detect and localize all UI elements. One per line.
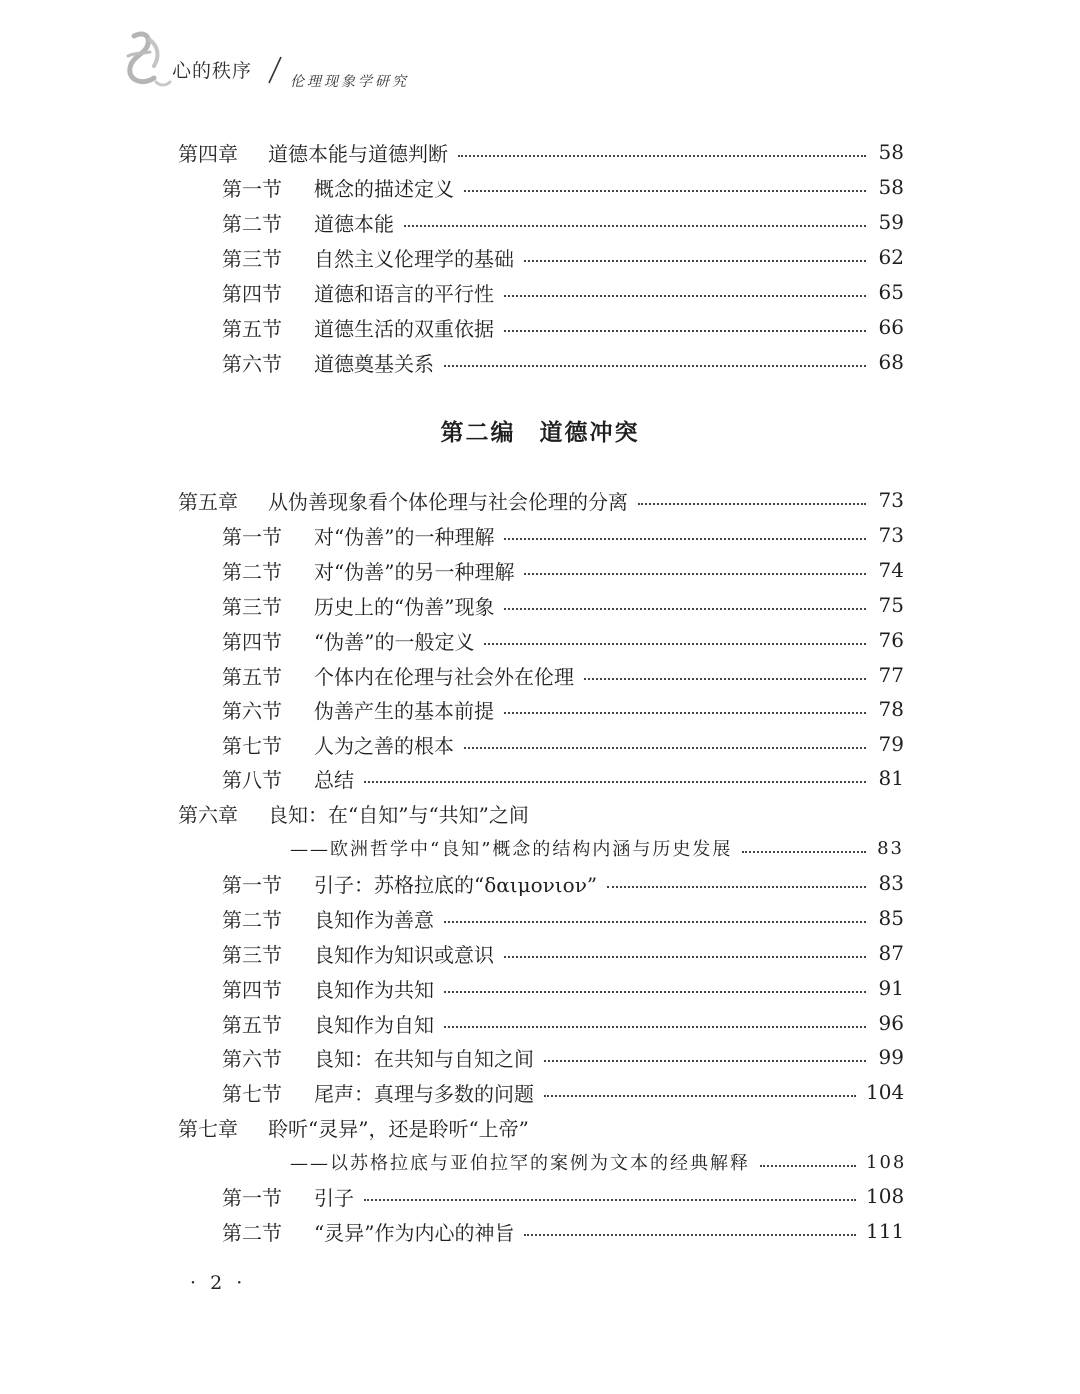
part-title: 道德冲突 (539, 419, 640, 446)
section-title: 历史上的“伪善”现象 (314, 594, 495, 619)
part-heading (0, 414, 1080, 448)
section-title: 概念的描述定义 (314, 176, 454, 201)
dot-leader (524, 573, 866, 575)
toc-section[interactable] (222, 1042, 904, 1072)
dot-leader (444, 921, 866, 923)
section-label: 第二节 (222, 1220, 282, 1245)
section-label: 第六节 (222, 698, 282, 723)
book-title: 心的秩序 (172, 60, 253, 82)
chapter-label: 第六章 (178, 802, 238, 827)
toc-section[interactable] (222, 1008, 904, 1038)
section-label: 第四节 (222, 281, 282, 306)
chapter-label: 第七章 (178, 1116, 238, 1141)
section-label: 第四节 (222, 977, 282, 1002)
part-label: 第二编 (440, 419, 516, 446)
section-title: 良知作为自知 (314, 1012, 434, 1037)
toc-section[interactable] (222, 242, 904, 272)
toc-section[interactable] (222, 520, 904, 550)
dot-leader (444, 991, 866, 993)
page-ref: 65 (878, 280, 904, 304)
toc-section[interactable] (222, 1216, 904, 1246)
page-ref: 68 (878, 350, 904, 374)
toc-chapter-4[interactable] (178, 137, 904, 167)
toc-chapter-5[interactable] (178, 485, 904, 515)
section-label: 第四节 (222, 629, 282, 654)
toc-section[interactable] (222, 938, 904, 968)
chapter-title: 道德本能与道德判断 (268, 141, 448, 166)
section-title: 道德奠基关系 (314, 351, 434, 376)
dot-leader (544, 1060, 866, 1062)
section-title: “灵异”作为内心的神旨 (314, 1220, 515, 1245)
page-ref: 62 (878, 245, 904, 269)
section-title: 个体内在伦理与社会外在伦理 (314, 664, 574, 689)
dot-leader (364, 781, 866, 783)
section-title: 良知作为共知 (314, 977, 434, 1002)
toc-chapter-7[interactable] (178, 1112, 904, 1142)
dot-leader (444, 1026, 866, 1028)
section-label: 第二节 (222, 211, 282, 236)
page-ref: 73 (878, 488, 904, 512)
section-label: 第五节 (222, 664, 282, 689)
section-title: 对“伪善”的另一种理解 (314, 559, 515, 584)
toc-section[interactable] (222, 312, 904, 342)
page-ref: 76 (878, 628, 904, 652)
dot-leader (504, 295, 866, 297)
toc-section[interactable] (222, 1077, 904, 1107)
section-label: 第三节 (222, 594, 282, 619)
toc-section[interactable] (222, 729, 904, 759)
toc-section[interactable] (222, 868, 904, 898)
chapter-label: 第五章 (178, 489, 238, 514)
section-title: “伪善”的一般定义 (314, 629, 475, 654)
section-label: 第一节 (222, 872, 282, 897)
dot-leader (404, 225, 866, 227)
page-ref: 96 (878, 1011, 904, 1035)
section-label: 第七节 (222, 733, 282, 758)
toc-section[interactable] (222, 172, 904, 202)
toc-chapter-subtitle[interactable] (290, 833, 904, 863)
section-label: 第五节 (222, 316, 282, 341)
toc-chapter-subtitle[interactable] (290, 1147, 907, 1177)
page-ref: 83 (877, 837, 904, 859)
section-label: 第二节 (222, 907, 282, 932)
page-ref: 85 (878, 906, 904, 930)
page-ref: 81 (878, 766, 904, 790)
toc-section[interactable] (222, 763, 904, 793)
section-title: 总结 (314, 767, 354, 792)
page-ref: 73 (878, 523, 904, 547)
section-title: 引子：苏格拉底的“δαιμονιον” (314, 872, 598, 897)
page-ref: 58 (878, 140, 904, 164)
dot-leader (524, 260, 866, 262)
section-label: 第一节 (222, 524, 282, 549)
toc-section[interactable] (222, 1181, 904, 1211)
toc-section[interactable] (222, 207, 904, 237)
dot-leader (464, 747, 866, 749)
page-ref: 74 (878, 558, 904, 582)
page-ref: 91 (878, 976, 904, 1000)
chapter-subtitle: ——欧洲哲学中“良知”概念的结构内涵与历史发展 (290, 839, 733, 860)
page-ref: 78 (878, 697, 904, 721)
toc-section[interactable] (222, 347, 904, 377)
section-title: 自然主义伦理学的基础 (314, 246, 514, 271)
chapter-subtitle: ——以苏格拉底与亚伯拉罕的案例为文本的经典解释 (290, 1153, 750, 1174)
section-title: 尾声：真理与多数的问题 (314, 1081, 534, 1106)
section-title: 良知作为知识或意识 (314, 942, 494, 967)
toc-section[interactable] (222, 277, 904, 307)
section-title: 对“伪善”的一种理解 (314, 524, 495, 549)
page-ref: 111 (866, 1219, 905, 1243)
dot-leader (760, 1165, 856, 1167)
section-label: 第五节 (222, 1012, 282, 1037)
section-title: 道德和语言的平行性 (314, 281, 494, 306)
chapter-title: 聆听“灵异”，还是聆听“上帝” (268, 1116, 529, 1141)
page-ref: 58 (878, 175, 904, 199)
chapter-label: 第四章 (178, 141, 238, 166)
section-title: 道德生活的双重依据 (314, 316, 494, 341)
section-title: 人为之善的根本 (314, 733, 454, 758)
section-title: 良知：在共知与自知之间 (314, 1046, 534, 1071)
toc-chapter-6[interactable] (178, 798, 904, 828)
page-ref: 87 (878, 941, 904, 965)
section-label: 第七节 (222, 1081, 282, 1106)
section-label: 第八节 (222, 767, 282, 792)
section-label: 第二节 (222, 559, 282, 584)
page-number: · 2 · (190, 1272, 247, 1294)
dot-leader (504, 956, 866, 958)
dot-leader (504, 330, 866, 332)
section-title: 良知作为善意 (314, 907, 434, 932)
section-title: 伪善产生的基本前提 (314, 698, 494, 723)
chapter-title: 良知：在“自知”与“共知”之间 (268, 802, 529, 827)
chapter-title: 从伪善现象看个体伦理与社会伦理的分离 (268, 489, 628, 514)
page-ref: 59 (878, 210, 904, 234)
dot-leader (364, 1199, 856, 1201)
book-subtitle: 伦理现象学研究 (290, 74, 409, 90)
section-label: 第三节 (222, 942, 282, 967)
section-label: 第一节 (222, 1185, 282, 1210)
page-ref: 77 (878, 663, 904, 687)
page-ref: 108 (866, 1184, 905, 1208)
section-label: 第六节 (222, 351, 282, 376)
section-title: 道德本能 (314, 211, 394, 236)
page-ref: 104 (866, 1080, 905, 1104)
dot-leader (504, 608, 866, 610)
dot-leader (638, 503, 866, 505)
section-label: 第一节 (222, 176, 282, 201)
dot-leader (584, 678, 866, 680)
dot-leader (607, 886, 866, 888)
dot-leader (544, 1095, 856, 1097)
page-ref: 83 (878, 871, 904, 895)
section-title: 引子 (314, 1185, 354, 1210)
dot-leader (444, 365, 866, 367)
dot-leader (504, 538, 866, 540)
toc-section[interactable] (222, 590, 904, 620)
dot-leader (458, 155, 866, 157)
page-ref: 66 (878, 315, 904, 339)
dot-leader (484, 643, 866, 645)
dot-leader (742, 851, 866, 853)
toc-section[interactable] (222, 660, 904, 690)
toc-section[interactable] (222, 555, 904, 585)
page-ref: 75 (878, 593, 904, 617)
section-label: 第三节 (222, 246, 282, 271)
dot-leader (464, 190, 866, 192)
dot-leader (504, 712, 866, 714)
dot-leader (524, 1234, 856, 1236)
page-ref: 79 (878, 732, 904, 756)
page-ref: 99 (878, 1045, 904, 1069)
toc-section[interactable] (222, 903, 904, 933)
page-ref: 108 (866, 1151, 907, 1173)
section-label: 第六节 (222, 1046, 282, 1071)
toc-section[interactable] (222, 694, 904, 724)
toc-section[interactable] (222, 973, 904, 1003)
toc-section[interactable] (222, 625, 904, 655)
